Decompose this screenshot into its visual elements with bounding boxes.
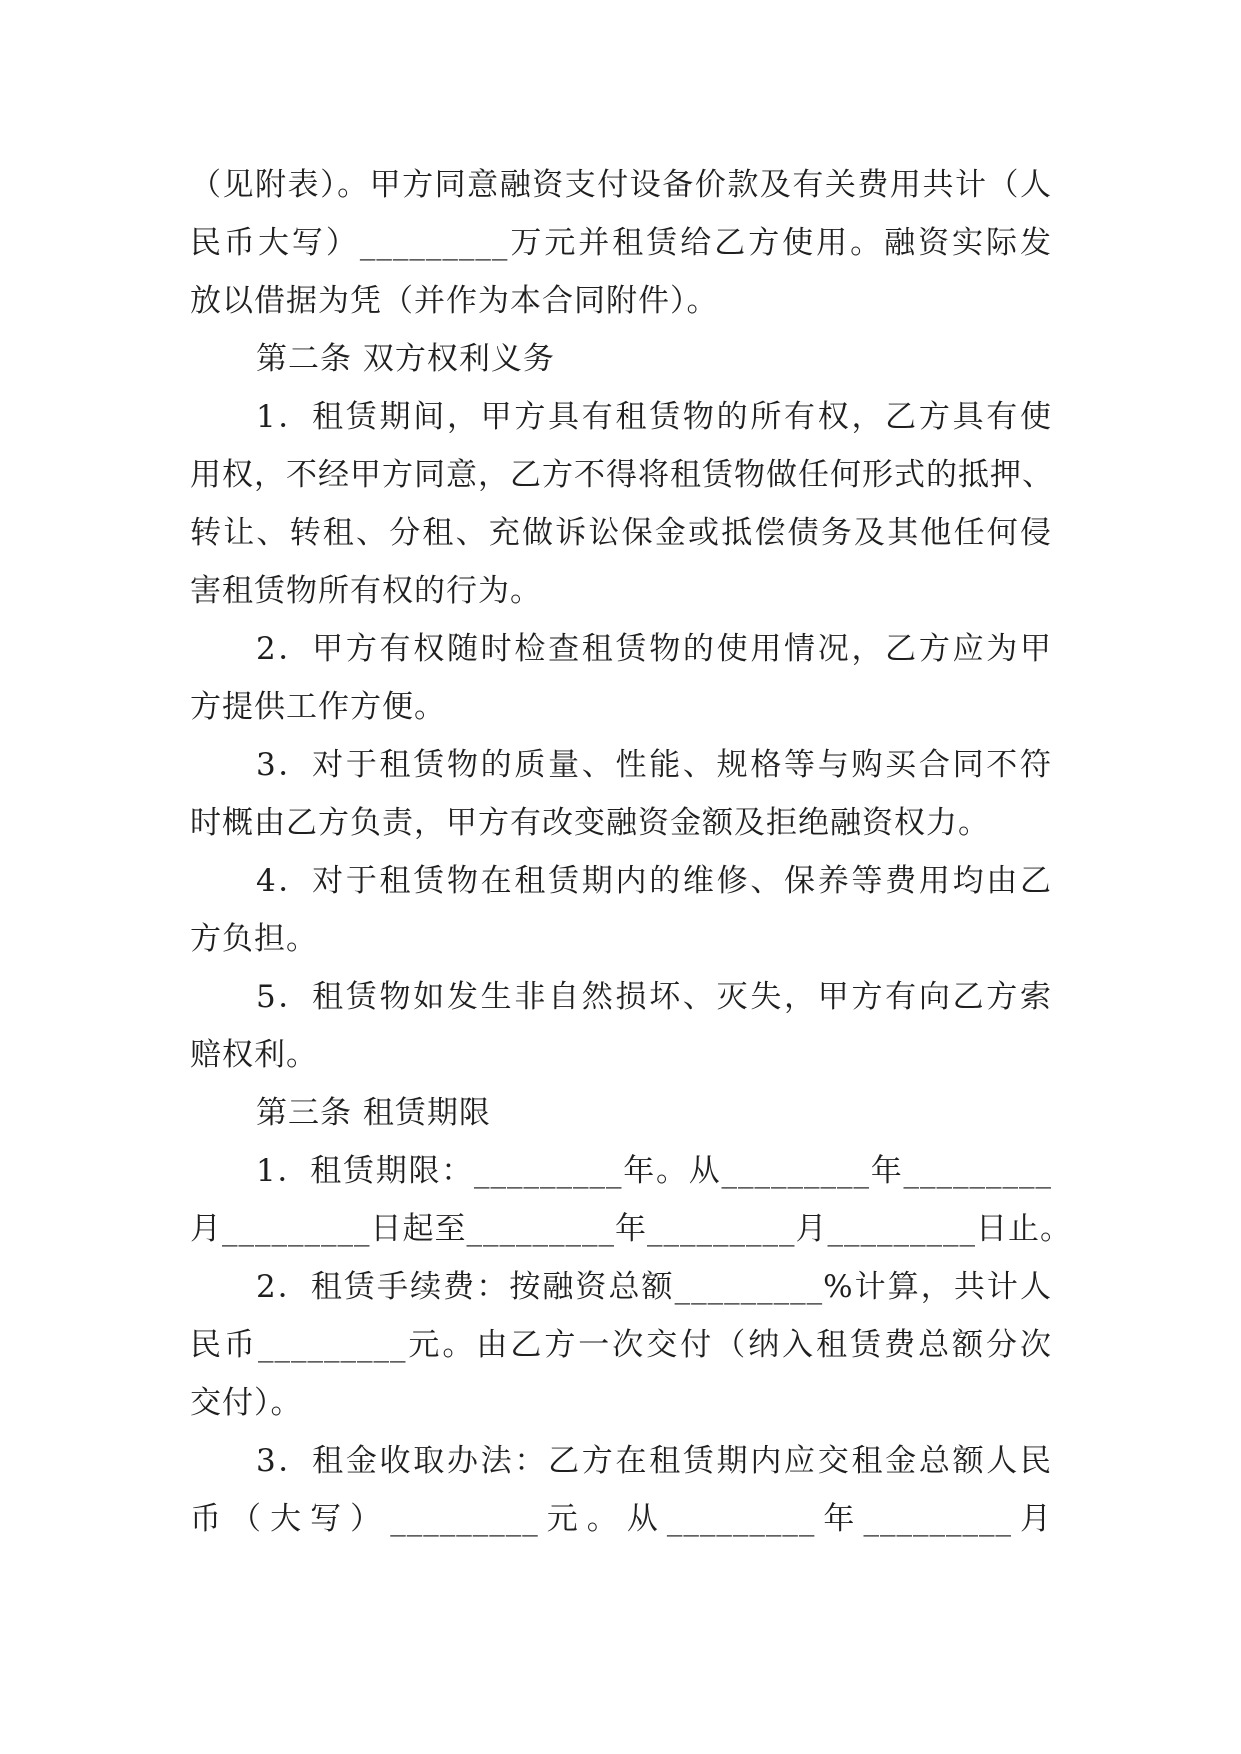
text-line: 转让、转租、分租、充做诉讼保金或抵偿债务及其他任何侵 (190, 515, 1052, 551)
text-line: 方负担。 (190, 921, 318, 957)
text-line: 交付）。 (190, 1385, 303, 1421)
clause-item: 1．租赁期限：_________年。从_________年_________ (256, 1153, 1052, 1189)
text-line: 币（大写）_________元。从_________年_________月 (190, 1501, 1052, 1537)
text-line: 民币_________元。由乙方一次交付（纳入租赁费总额分次 (190, 1327, 1052, 1363)
text-line: （见附表）。甲方同意融资支付设备价款及有关费用共计（人 (190, 167, 1052, 203)
text-line: 害租赁物所有权的行为。 (190, 573, 542, 609)
clause-item: 5．租赁物如发生非自然损坏、灭失，甲方有向乙方索 (256, 979, 1052, 1015)
section-heading-article-3: 第三条 租赁期限 (256, 1095, 491, 1131)
section-heading-article-2: 第二条 双方权利义务 (256, 341, 555, 377)
text-line: 赔权利。 (190, 1037, 318, 1073)
text-line: 放以借据为凭（并作为本合同附件）。 (190, 283, 719, 319)
text-line: 方提供工作方便。 (190, 689, 446, 725)
clause-item: 4．对于租赁物在租赁期内的维修、保养等费用均由乙 (256, 863, 1052, 899)
clause-item: 1．租赁期间，甲方具有租赁物的所有权，乙方具有使 (256, 399, 1052, 435)
text-line: 月_________日起至_________年_________月_________日止。 (190, 1211, 1072, 1247)
text-line: 民币大写）_________万元并租赁给乙方使用。融资实际发 (190, 225, 1052, 261)
text-line: 时概由乙方负责，甲方有改变融资金额及拒绝融资权力。 (190, 805, 990, 841)
clause-item: 3．对于租赁物的质量、性能、规格等与购买合同不符 (256, 747, 1052, 783)
clause-item: 2．租赁手续费：按融资总额_________%计算，共计人 (256, 1269, 1052, 1305)
text-line: 用权，不经甲方同意，乙方不得将租赁物做任何形式的抵押、 (190, 457, 1054, 493)
clause-item: 2．甲方有权随时检查租赁物的使用情况，乙方应为甲 (256, 631, 1052, 667)
clause-item: 3．租金收取办法：乙方在租赁期内应交租金总额人民 (256, 1443, 1052, 1479)
